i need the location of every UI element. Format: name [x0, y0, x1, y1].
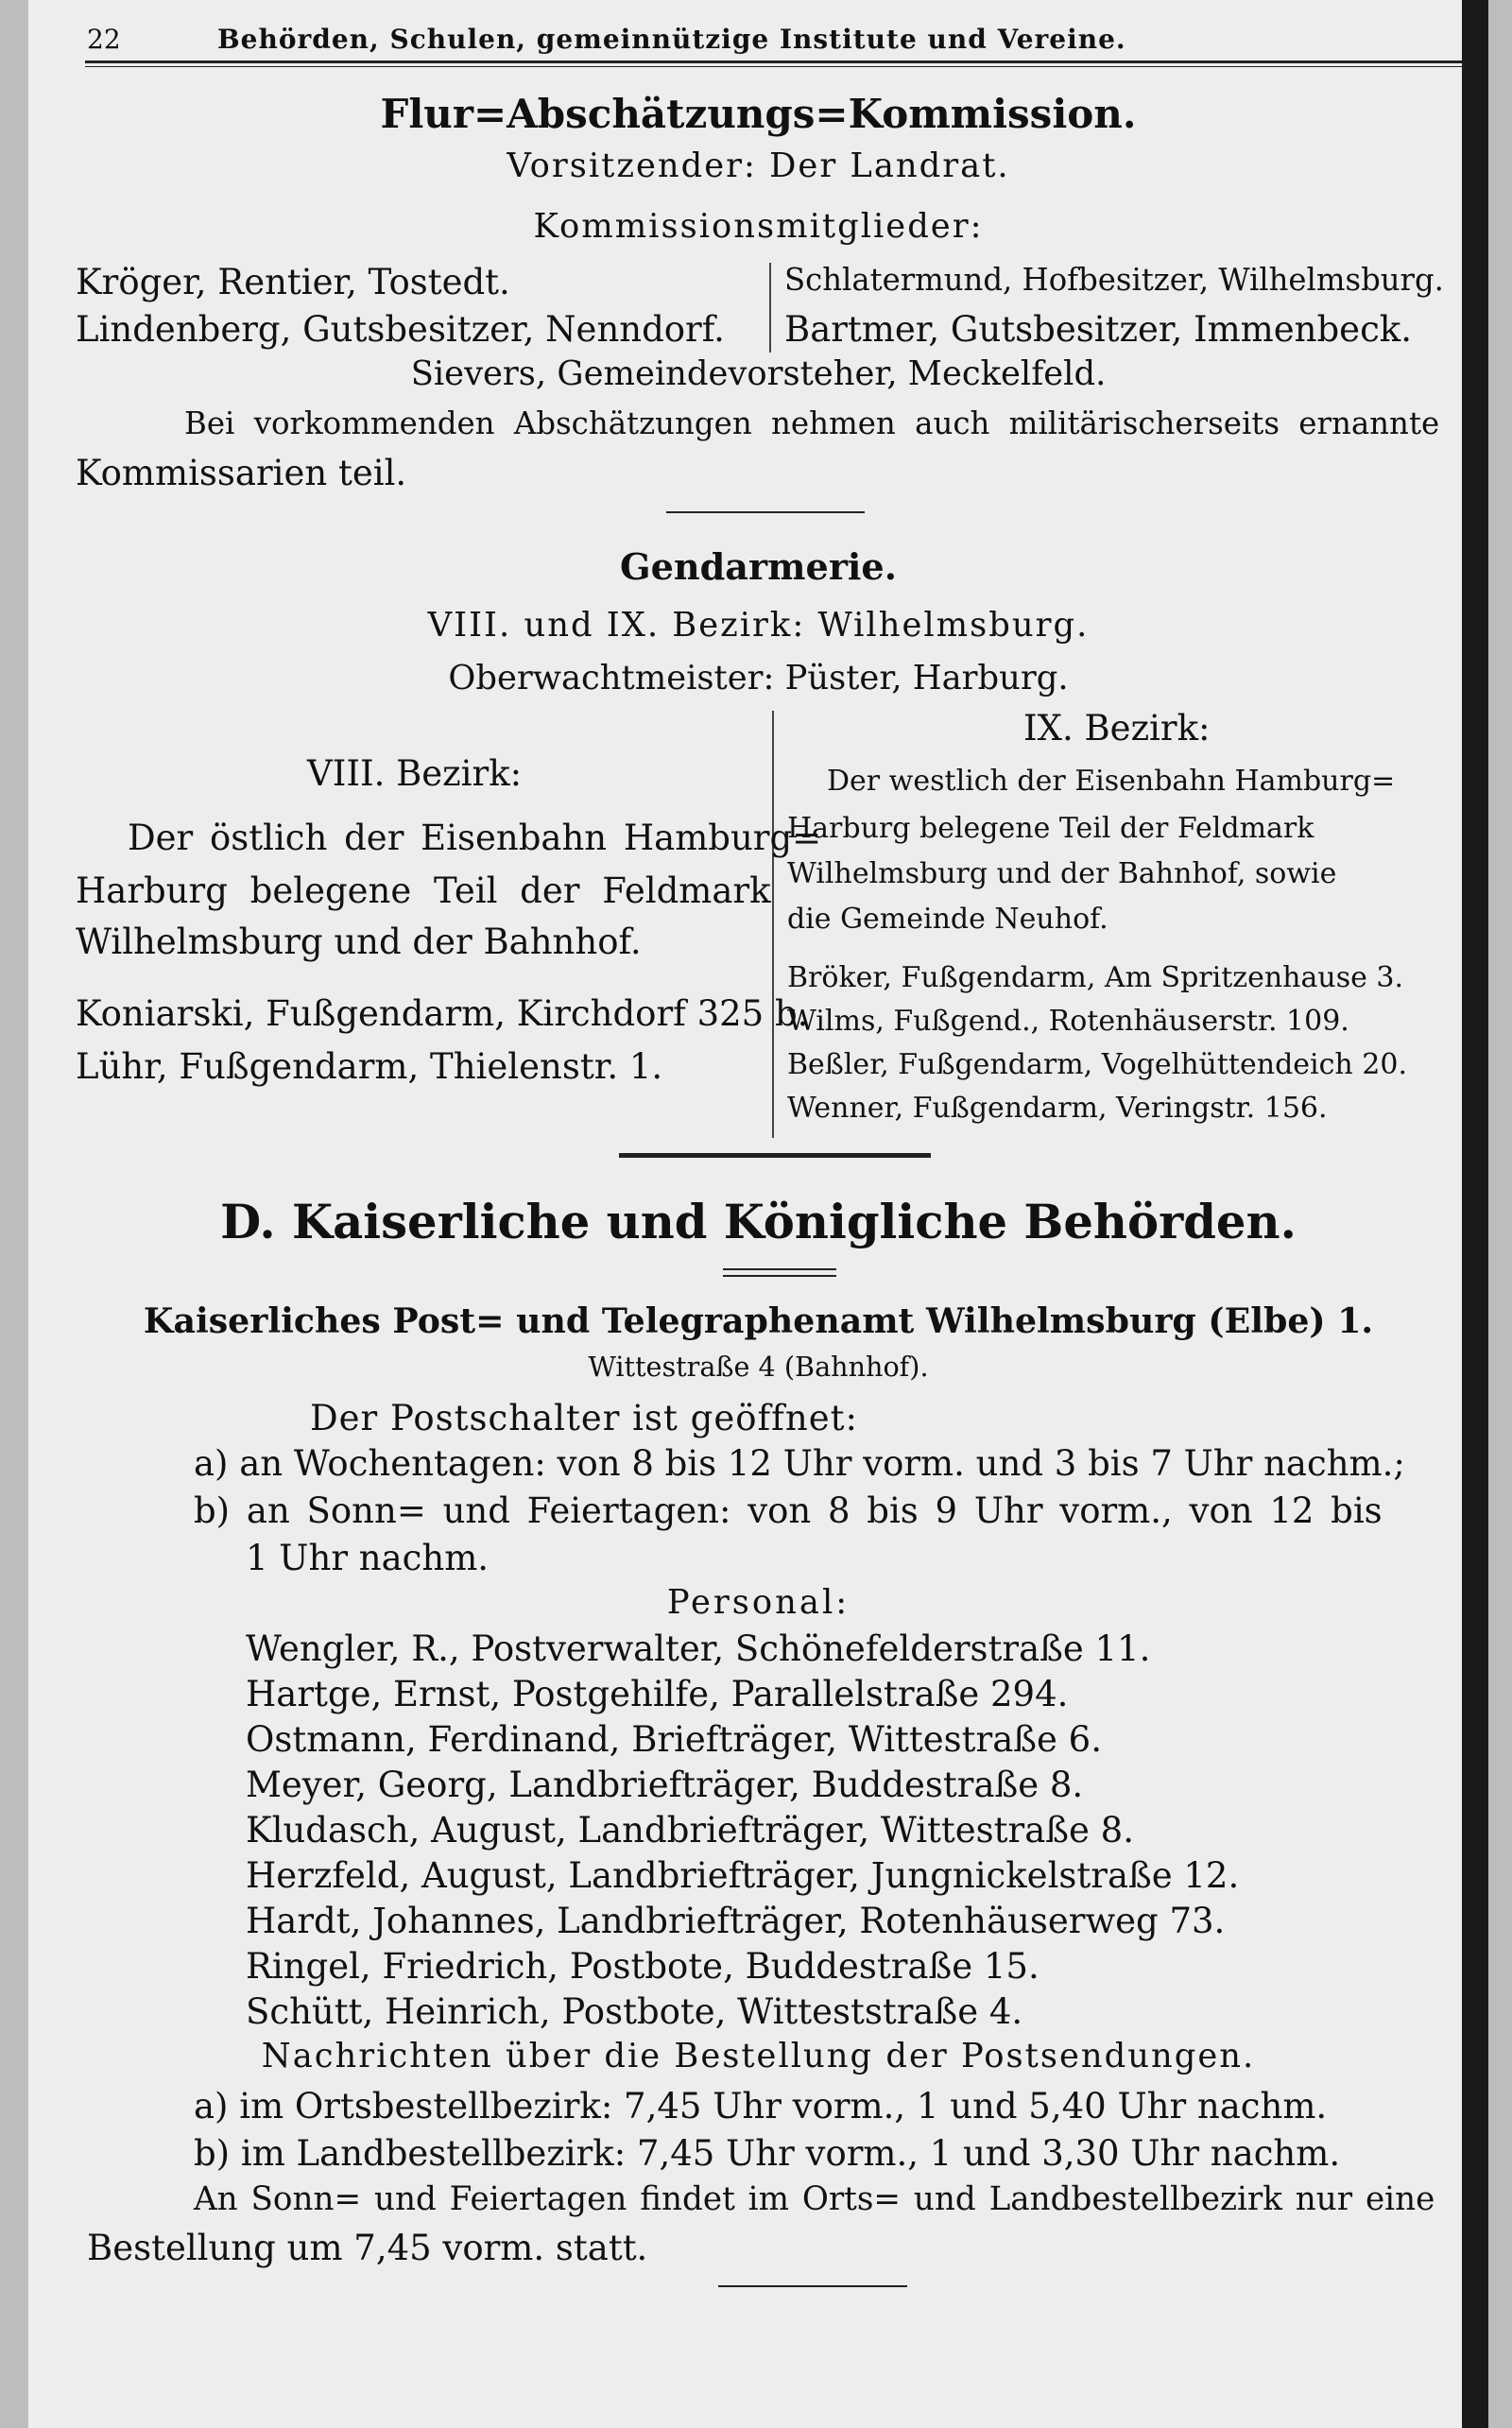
section-rule [666, 511, 865, 513]
personal-entry: Herzfeld, August, Landbriefträger, Jungnickelstraße 12. [246, 1855, 1240, 1896]
gendarmerie-districts: VIII. und IX. Bezirk: Wilhelmsburg. [427, 606, 1090, 645]
district-ix-desc: Wilhelmsburg und der Bahnhof, sowie [787, 857, 1337, 890]
district-ix-staff: Wilms, Fußgend., Rotenhäuserstr. 109. [787, 1005, 1349, 1038]
post-hours-line: 1 Uhr nachm. [246, 1538, 490, 1578]
personal-entry: Schütt, Heinrich, Postbote, Witteststraße 4. [246, 1991, 1023, 2032]
personal-entry: Hardt, Johannes, Landbriefträger, Rotenhäuserweg 73. [246, 1901, 1226, 1941]
district-ix-staff: Bröker, Fußgendarm, Am Spritzenhause 3. [787, 961, 1404, 994]
district-ix-staff: Beßler, Fußgendarm, Vogelhüttendeich 20. [787, 1048, 1407, 1081]
section-rule-thick [619, 1153, 931, 1158]
book-page [28, 0, 1488, 2428]
district-ix-desc: die Gemeinde Neuhof. [787, 903, 1108, 936]
personal-entry: Ostmann, Ferdinand, Briefträger, Wittestraße 6. [246, 1719, 1102, 1760]
delivery-heading: Nachrichten über die Bestellung der Postsendungen. [261, 2037, 1256, 2075]
district-ix-desc: Harburg belegene Teil der Feldmark [787, 812, 1314, 845]
page-edge-shadow [1462, 0, 1488, 2428]
flur-member-right: Schlatermund, Hofbesitzer, Wilhelmsburg. [784, 262, 1444, 298]
sunday-note-line: Bestellung um 7,45 vorm. statt. [87, 2228, 648, 2268]
district-viii-desc: Wilhelmsburg und der Bahnhof. [76, 921, 642, 962]
flur-member-right: Bartmer, Gutsbesitzer, Immenbeck. [784, 309, 1412, 350]
district-viii-staff: Lühr, Fußgendarm, Thielenstr. 1. [76, 1046, 663, 1087]
district-viii-staff: Koniarski, Fußgendarm, Kirchdorf 325 b. [76, 993, 809, 1034]
district-ix-heading: IX. Bezirk: [1023, 708, 1211, 749]
personal-entry: Meyer, Georg, Landbriefträger, Buddestraße 8. [246, 1765, 1084, 1805]
post-office-address: Wittestraße 4 (Bahnhof). [588, 1351, 929, 1383]
district-ix-staff: Wenner, Fußgendarm, Veringstr. 156. [787, 1092, 1328, 1125]
district-viii-desc: Der östlich der Eisenbahn Hamburg= [128, 818, 822, 858]
column-divider [769, 263, 771, 353]
header-rule [85, 60, 1474, 63]
personal-entry: Hartge, Ernst, Postgehilfe, Parallelstraße 294. [246, 1674, 1069, 1714]
sunday-note-line: An Sonn= und Feiertagen findet im Orts= und Landbestellbezirk nur eine [194, 2180, 1435, 2218]
column-divider [772, 711, 774, 1138]
district-viii-desc: Harburg belegene Teil der Feldmark [76, 870, 771, 911]
flur-members-heading: Kommissionsmitglieder: [533, 207, 984, 246]
flur-chair: Vorsitzender: Der Landrat. [507, 146, 1010, 185]
personal-entry: Wengler, R., Postverwalter, Schönefelderstraße 11. [246, 1628, 1151, 1669]
page-number: 22 [87, 24, 121, 55]
header-rule-thin [85, 66, 1474, 67]
gendarmerie-chief: Oberwachtmeister: Püster, Harburg. [448, 659, 1069, 697]
flur-member-center: Sievers, Gemeindevorsteher, Meckelfeld. [410, 354, 1107, 393]
flur-member-left: Kröger, Rentier, Tostedt. [76, 262, 510, 302]
delivery-line: a) im Ortsbestellbezirk: 7,45 Uhr vorm., 1 und 5,40 Uhr nachm. [194, 2086, 1328, 2127]
flur-note-line: Kommissarien teil. [76, 453, 407, 493]
double-rule [723, 1275, 836, 1277]
flur-note-line: Bei vorkommenden Abschätzungen nehmen auch militärischerseits ernannte [184, 405, 1440, 441]
flur-member-left: Lindenberg, Gutsbesitzer, Nenndorf. [76, 309, 725, 350]
post-hours-heading: Der Postschalter ist geöffnet: [310, 1398, 858, 1438]
flur-commission-title: Flur=Abschätzungs=Kommission. [380, 91, 1137, 137]
personal-heading: Personal: [666, 1583, 850, 1622]
double-rule [723, 1268, 836, 1270]
district-viii-heading: VIII. Bezirk: [307, 753, 523, 794]
post-hours-line: b) an Sonn= und Feiertagen: von 8 bis 9 Uhr vorm., von 12 bis [194, 1490, 1383, 1531]
section-d-title: D. Kaiserliche und Königliche Behörden. [220, 1194, 1297, 1249]
personal-entry: Kludasch, August, Landbriefträger, Wittestraße 8. [246, 1810, 1134, 1851]
post-office-title: Kaiserliches Post= und Telegraphenamt Wilhelmsburg (Elbe) 1. [143, 1300, 1374, 1341]
personal-entry: Ringel, Friedrich, Postbote, Buddestraße 15. [246, 1946, 1040, 1987]
gendarmerie-title: Gendarmerie. [619, 546, 898, 589]
section-rule [718, 2285, 907, 2287]
post-hours-line: a) an Wochentagen: von 8 bis 12 Uhr vorm. und 3 bis 7 Uhr nachm.; [194, 1443, 1405, 1484]
delivery-line: b) im Landbestellbezirk: 7,45 Uhr vorm., 1 und 3,30 Uhr nachm. [194, 2133, 1341, 2174]
district-ix-desc: Der westlich der Eisenbahn Hamburg= [827, 765, 1396, 798]
running-title: Behörden, Schulen, gemeinnützige Institute und Vereine. [217, 24, 1126, 55]
